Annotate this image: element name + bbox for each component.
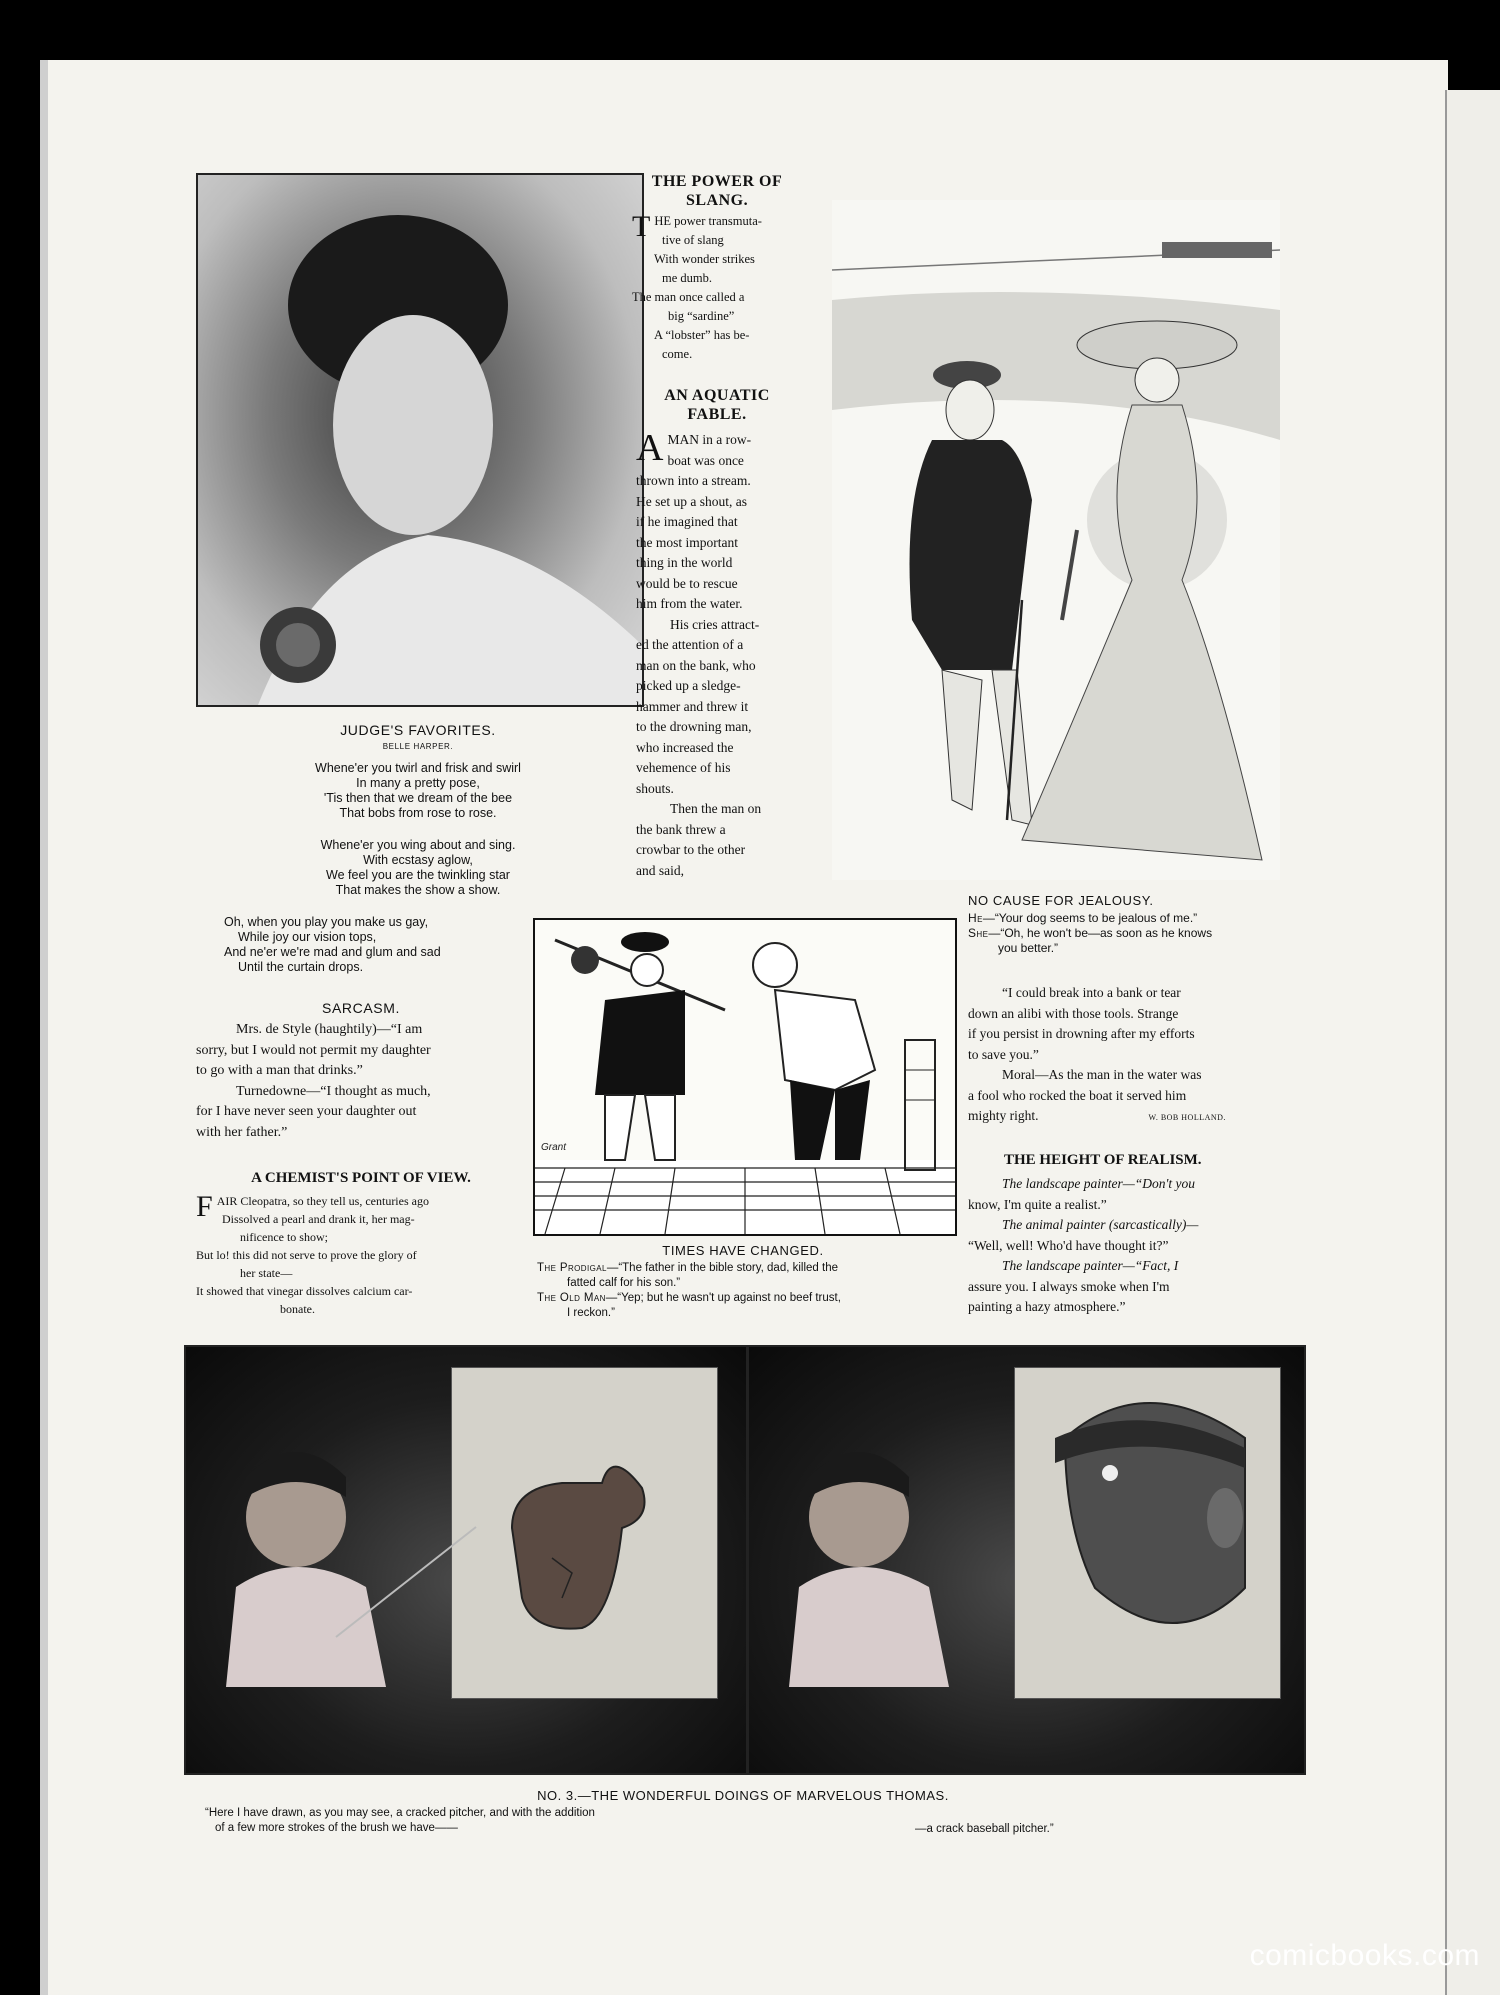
chemist-text: F AIR Cleopatra, so they tell us, centuries ago Dissolved a pearl and drank it, her mag- nificence to show; But lo! this did not serve to prove the glory of her state— It showed that vinegar dissolves calcium car- bonate. [196,1190,429,1316]
he-speaker: He [968,911,983,925]
poem-stanza-2: Whene'er you wing about and sing. With ecstasy aglow, We feel you are the twinkling star That makes the show a show. [320,838,516,897]
poem-stanza-3: Oh, when you play you make us gay, While joy our vision tops, And ne'er we're mad and glum and sad Until the curtain drops. [224,915,441,974]
beach-couple-illustration [832,200,1280,880]
portrait-photo [196,173,644,707]
portrait-figure [198,175,642,705]
poem-stanza-1: Whene'er you twirl and frisk and swirl In many a pretty pose, 'Tis then that we dream of the bee That bobs from rose to rose. [315,761,521,820]
fable-byline: W. BOB HOLLAND. [1148,1113,1226,1122]
thomas-caption-right: —a crack baseball pitcher.” [915,1823,1054,1835]
sarcasm-title: SARCASM. [322,1000,400,1016]
aquatic-fable-title-2: FABLE. [687,406,747,423]
chemist-title: A CHEMIST'S POINT OF VIEW. [251,1170,471,1186]
jealousy-title: NO CAUSE FOR JEALOUSY. [968,893,1154,908]
watermark-text: comicbooks.com [1249,1939,1480,1972]
realism-text: The landscape painter—“Don't you know, I'm quite a realist.” The animal painter (sarcastically)— “Well, well! Who'd have thought it?” The landscape painter—“Fact, I assure you. I always smoke when I'm painting a hazy atmosphere.” [968,1176,1199,1314]
aquatic-fable-text: A MAN in a row- boat was once thrown into a stream. He set up a shout, as if he imagined that the most important thing in the world would be to rescue him from the water. His cries attract- ed the attention of a man on the bank, who picked up a sledge- hammer and threw it to the drowning man, who increased the vehemence of his shouts. Then the man on the bank threw a crowbar to the other and said, [636,427,762,878]
chemist-dropcap: F [196,1190,213,1223]
thomas-photo-left [184,1345,748,1775]
judges-favorites-byline: BELLE HARPER. [382,742,454,751]
sarcasm-text: Mrs. de Style (haughtily)—“I am sorry, but I would not permit my daughter to go with a man that drinks.” Turnedowne—“I thought as much, for I have never seen your daughter out with her father.” [196,1022,431,1140]
artist-signature: Grant [541,1142,567,1153]
thomas-title: NO. 3.—THE WONDERFUL DOINGS OF MARVELOUS THOMAS. [537,1788,949,1803]
judges-favorites-title: JUDGE'S FAVORITES. [340,722,496,738]
thomas-photo-right [747,1345,1306,1775]
realism-title: THE HEIGHT OF REALISM. [1004,1152,1202,1168]
slang-dropcap: T [632,210,651,243]
power-of-slang-text: T HE power transmuta- tive of slang With wonder strikes me dumb. The man once called a big “sardine” A “lobster” has be- come. [632,210,762,361]
fable-dropcap: A [636,427,664,469]
facing-page-edge [1445,90,1500,1995]
she-speaker: She [968,926,989,940]
prodigal-son-cartoon [533,918,957,1236]
aquatic-fable-title-1: AN AQUATIC [664,387,770,404]
times-changed-title: TIMES HAVE CHANGED. [662,1243,824,1258]
power-of-slang-title-2: SLANG. [685,192,749,209]
power-of-slang-title-1: THE POWER OF [651,173,783,190]
thomas-caption-left: “Here I have drawn, as you may see, a cracked pitcher, and with the addition of a few more strokes of the brush we have—— [205,1807,595,1834]
times-changed-dialogue: The Prodigal—“The father in the bible story, dad, killed the fatted calf for his son.” The Old Man—“Yep; but he wasn't up against no beef trust, I reckon.” [537,1262,841,1319]
prodigal-speaker: The Prodigal [537,1262,607,1274]
old-man-speaker: The Old Man [537,1292,606,1304]
man-jacket [910,440,1033,670]
aquatic-fable-continued: “I could break into a bank or tear down an alibi with those tools. Strange if you persist in drowning after my efforts to save you.” Moral—As the man in the water was a fool who rocked the boat it served him mighty right. W. BOB HOLLAND. [968,985,1226,1123]
jealousy-dialogue: He—“Your dog seems to be jealous of me.” She—“Oh, he won't be—as soon as he knows you better.” [968,911,1213,955]
